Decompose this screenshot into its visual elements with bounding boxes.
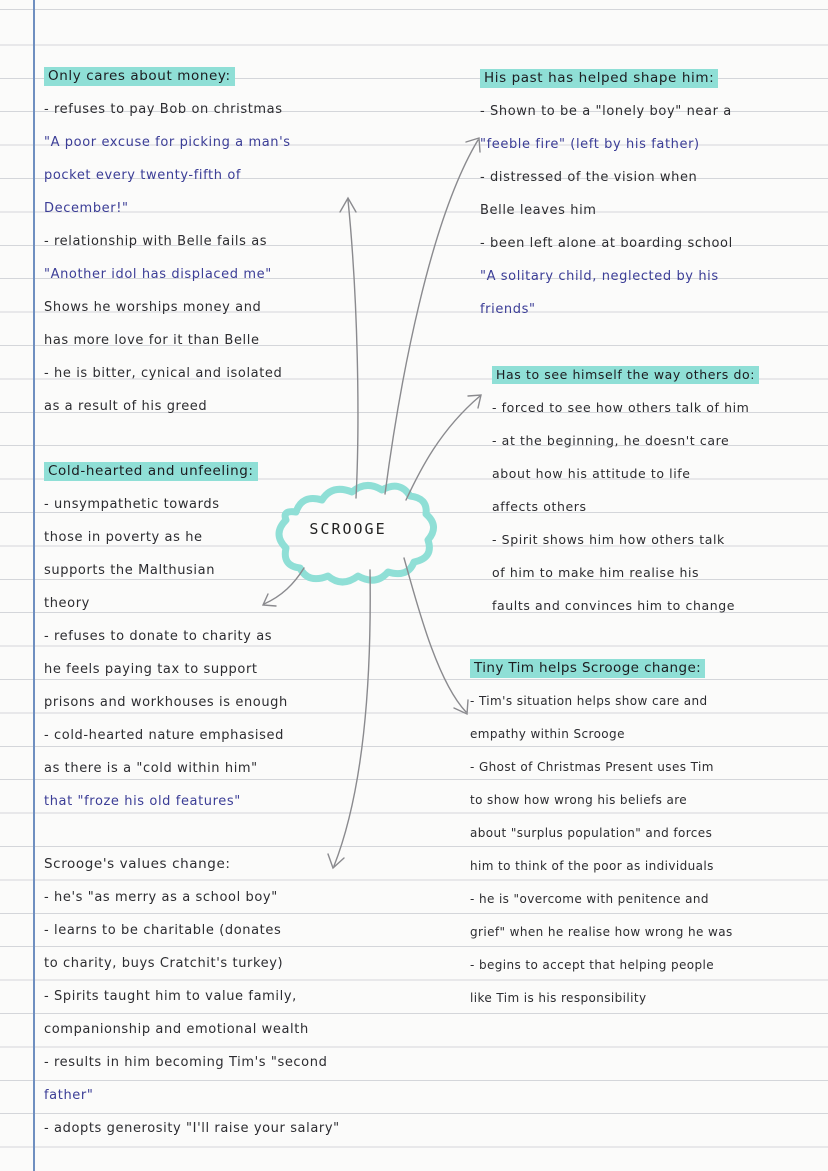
note-line: as there is a "cold within him" <box>44 761 258 776</box>
section-tim <box>470 652 733 1015</box>
note-line: - distressed of the vision when <box>480 170 698 185</box>
note-line: theory <box>44 596 90 611</box>
section-others <box>492 358 759 622</box>
section-title: Has to see himself the way others do: <box>492 358 759 391</box>
note-line: he feels paying tax to support <box>44 662 258 677</box>
quote-line: pocket every twenty-fifth of <box>44 168 242 183</box>
note-line: affects others <box>492 499 587 514</box>
note-line: - adopts generosity "I'll raise your salary" <box>44 1121 340 1136</box>
arrow-to-past <box>385 140 478 494</box>
section-title: Tiny Tim helps Scrooge change: <box>470 652 733 685</box>
note-line: Belle leaves him <box>480 203 597 218</box>
section-title: His past has helped shape him: <box>480 62 733 95</box>
section-title: Cold-hearted and unfeeling: <box>44 455 288 488</box>
note-line: - Spirit shows him how others talk <box>492 532 725 547</box>
note-line: as a result of his greed <box>44 399 208 414</box>
note-line: - begins to accept that helping people <box>470 958 715 972</box>
quote-line: "Another idol has displaced me" <box>44 267 272 282</box>
note-line: about how his attitude to life <box>492 466 691 481</box>
note-line: - refuses to pay Bob on christmas <box>44 102 283 117</box>
quote-line: "A solitary child, neglected by his <box>480 269 719 284</box>
note-line: him to think of the poor as individuals <box>470 859 714 873</box>
note-line: - been left alone at boarding school <box>480 236 733 251</box>
note-line: - Spirits taught him to value family, <box>44 989 297 1004</box>
note-line: about "surplus population" and forces <box>470 826 713 840</box>
note-line: supports the Malthusian <box>44 563 216 578</box>
note-line: to show how wrong his beliefs are <box>470 793 688 807</box>
note-line: - results in him becoming Tim's "second <box>44 1055 328 1070</box>
note-line: - he is "overcome with penitence and <box>470 892 709 906</box>
note-line: faults and convinces him to change <box>492 598 736 613</box>
section-title: Only cares about money: <box>44 60 291 93</box>
quote-line: friends" <box>480 302 536 317</box>
note-line: has more love for it than Belle <box>44 333 260 348</box>
note-line: - relationship with Belle fails as <box>44 234 268 249</box>
arrow-to-money <box>348 200 358 498</box>
note-line: Shows he worships money and <box>44 300 262 315</box>
note-line: of him to make him realise his <box>492 565 700 580</box>
note-line: - forced to see how others talk of him <box>492 400 750 415</box>
section-money <box>44 60 291 423</box>
quote-line: December!" <box>44 201 129 216</box>
section-past <box>480 62 733 326</box>
note-line: - refuses to donate to charity as <box>44 629 273 644</box>
quote-line: father" <box>44 1088 94 1103</box>
note-line: to charity, buys Cratchit's turkey) <box>44 956 284 971</box>
note-line: empathy within Scrooge <box>470 727 625 741</box>
note-line: - unsympathetic towards <box>44 497 220 512</box>
quote-line: "feeble fire" (left by his father) <box>480 137 700 152</box>
section-values <box>44 848 340 1145</box>
section-title: Scrooge's values change: <box>44 856 231 872</box>
note-line: - cold-hearted nature emphasised <box>44 728 284 743</box>
arrow-to-tim <box>404 558 466 712</box>
note-line: like Tim is his responsibility <box>470 991 647 1005</box>
note-line: - he's "as merry as a school boy" <box>44 890 278 905</box>
note-line: - learns to be charitable (donates <box>44 923 282 938</box>
arrow-to-others <box>406 396 480 500</box>
note-line: - he is bitter, cynical and isolated <box>44 366 283 381</box>
section-cold <box>44 455 288 818</box>
note-line: - at the beginning, he doesn't care <box>492 433 730 448</box>
note-line: - Shown to be a "lonely boy" near a <box>480 104 732 119</box>
note-line: prisons and workhouses is enough <box>44 695 288 710</box>
note-line: companionship and emotional wealth <box>44 1022 309 1037</box>
quote-line: that "froze his old features" <box>44 794 241 809</box>
note-line: those in poverty as he <box>44 530 203 545</box>
central-topic: SCROOGE <box>309 520 387 538</box>
note-line: - Ghost of Christmas Present uses Tim <box>470 760 714 774</box>
arrow-to-values <box>334 570 370 866</box>
note-line: grief" when he realise how wrong he was <box>470 925 733 939</box>
quote-line: "A poor excuse for picking a man's <box>44 135 291 150</box>
note-line: - Tim's situation helps show care and <box>470 694 708 708</box>
